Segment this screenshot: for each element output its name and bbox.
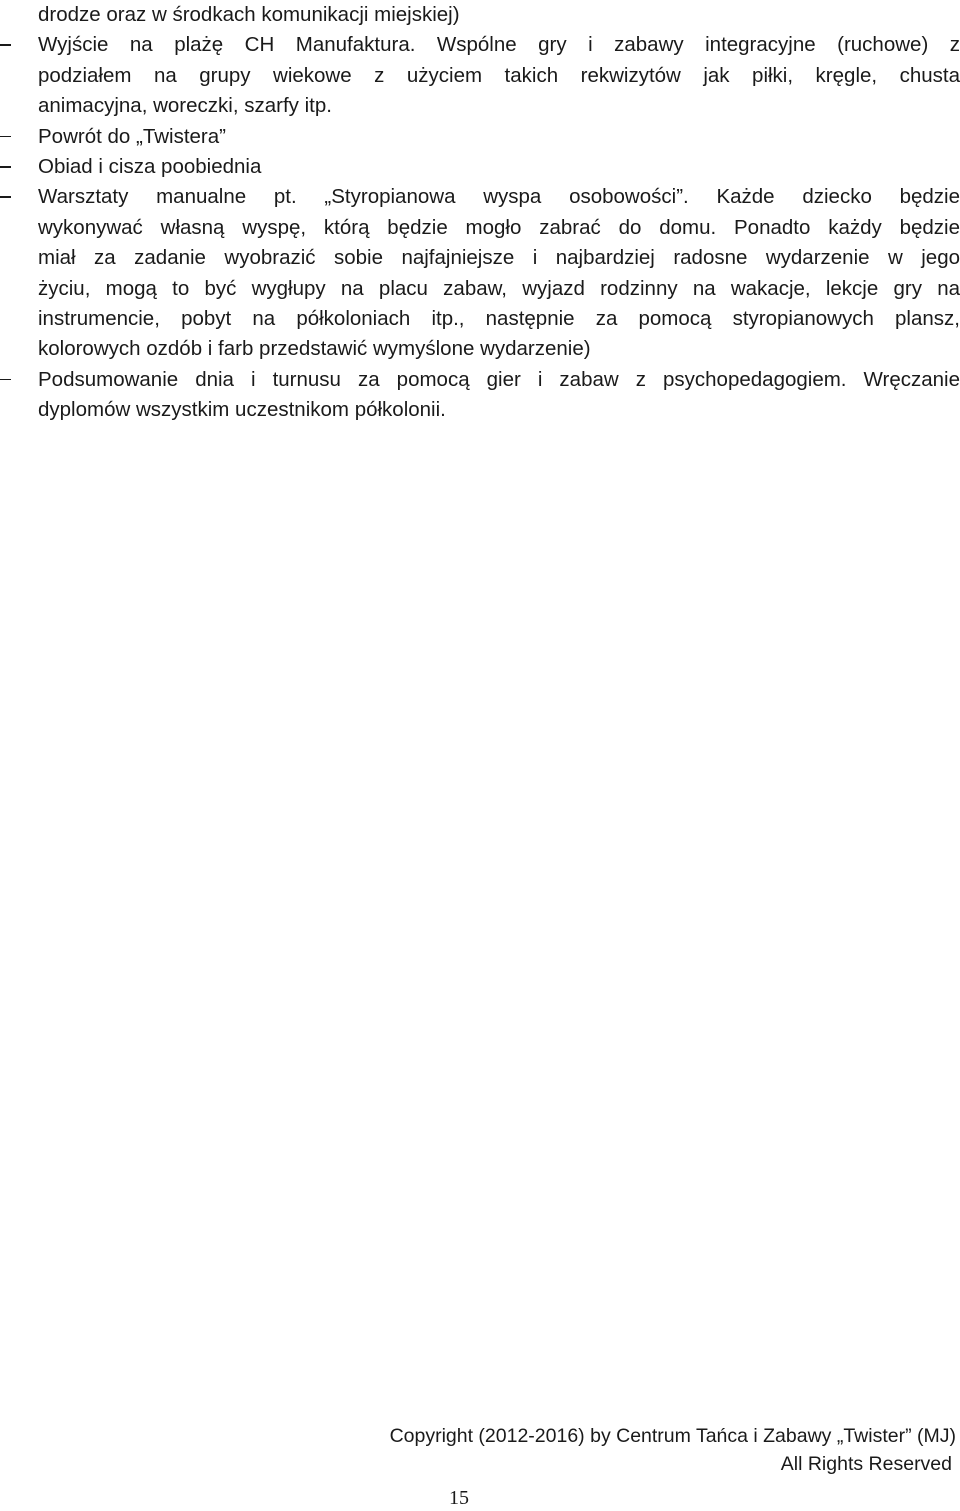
footer-rights: All Rights Reserved [780, 1453, 952, 1475]
list-item [38, 30, 960, 121]
list-item-line: Wyjście na plażę CH Manufaktura. Wspólne gry i zabawy integracyjne (ruchowe) z [38, 33, 960, 57]
list-item-line: Warsztaty manualne pt. „Styropianowa wyspa osobowości”. Każde dziecko będzie [38, 185, 960, 209]
page-number: 15 [449, 1487, 469, 1509]
list-item [38, 365, 960, 426]
dash-bullet-icon [0, 379, 11, 381]
list-item-line: kolorowych ozdób i farb przedstawić wymyślone wydarzenie) [38, 337, 591, 361]
continuation-line: drodze oraz w środkach komunikacji miejskiej) [38, 3, 460, 26]
list-item-line: życiu, mogą to być wygłupy na placu zabaw, wyjazd rodzinny na wakacje, lekcje gry na [38, 276, 960, 300]
list-item-line: wykonywać własną wyspę, którą będzie mogło zabrać do domu. Ponadto każdy będzie [38, 215, 960, 239]
list-item-line: Podsumowanie dnia i turnusu za pomocą gier i zabaw z psychopedagogiem. Wręczanie [38, 367, 960, 391]
list-item-line: miał za zadanie wyobrazić sobie najfajniejsze i najbardziej radosne wydarzenie w jego [38, 246, 960, 270]
dash-bullet-icon [0, 136, 11, 138]
footer-copyright: Copyright (2012-2016) by Centrum Tańca i Zabawy „Twister” (MJ) [389, 1425, 956, 1447]
dash-bullet-icon [0, 44, 11, 46]
document-body [38, 0, 960, 426]
list-item-line: dyplomów wszystkim uczestnikom półkolonii. [38, 398, 446, 422]
dash-bullet-icon [0, 166, 11, 168]
list-item-line: podziałem na grupy wiekowe z użyciem takich rekwizytów jak piłki, kręgle, chusta [38, 63, 960, 87]
list-item [38, 122, 960, 152]
dash-bullet-icon [0, 196, 11, 198]
list-item [38, 152, 960, 182]
list-item-line: animacyjna, woreczki, szarfy itp. [38, 94, 332, 118]
list-item-line: instrumencie, pobyt na półkoloniach itp., następnie za pomocą styropianowych plansz, [38, 307, 960, 331]
list-item-line: Obiad i cisza poobiednia [38, 155, 262, 179]
list-item [38, 182, 960, 364]
list-item-line: Powrót do „Twistera” [38, 124, 226, 148]
